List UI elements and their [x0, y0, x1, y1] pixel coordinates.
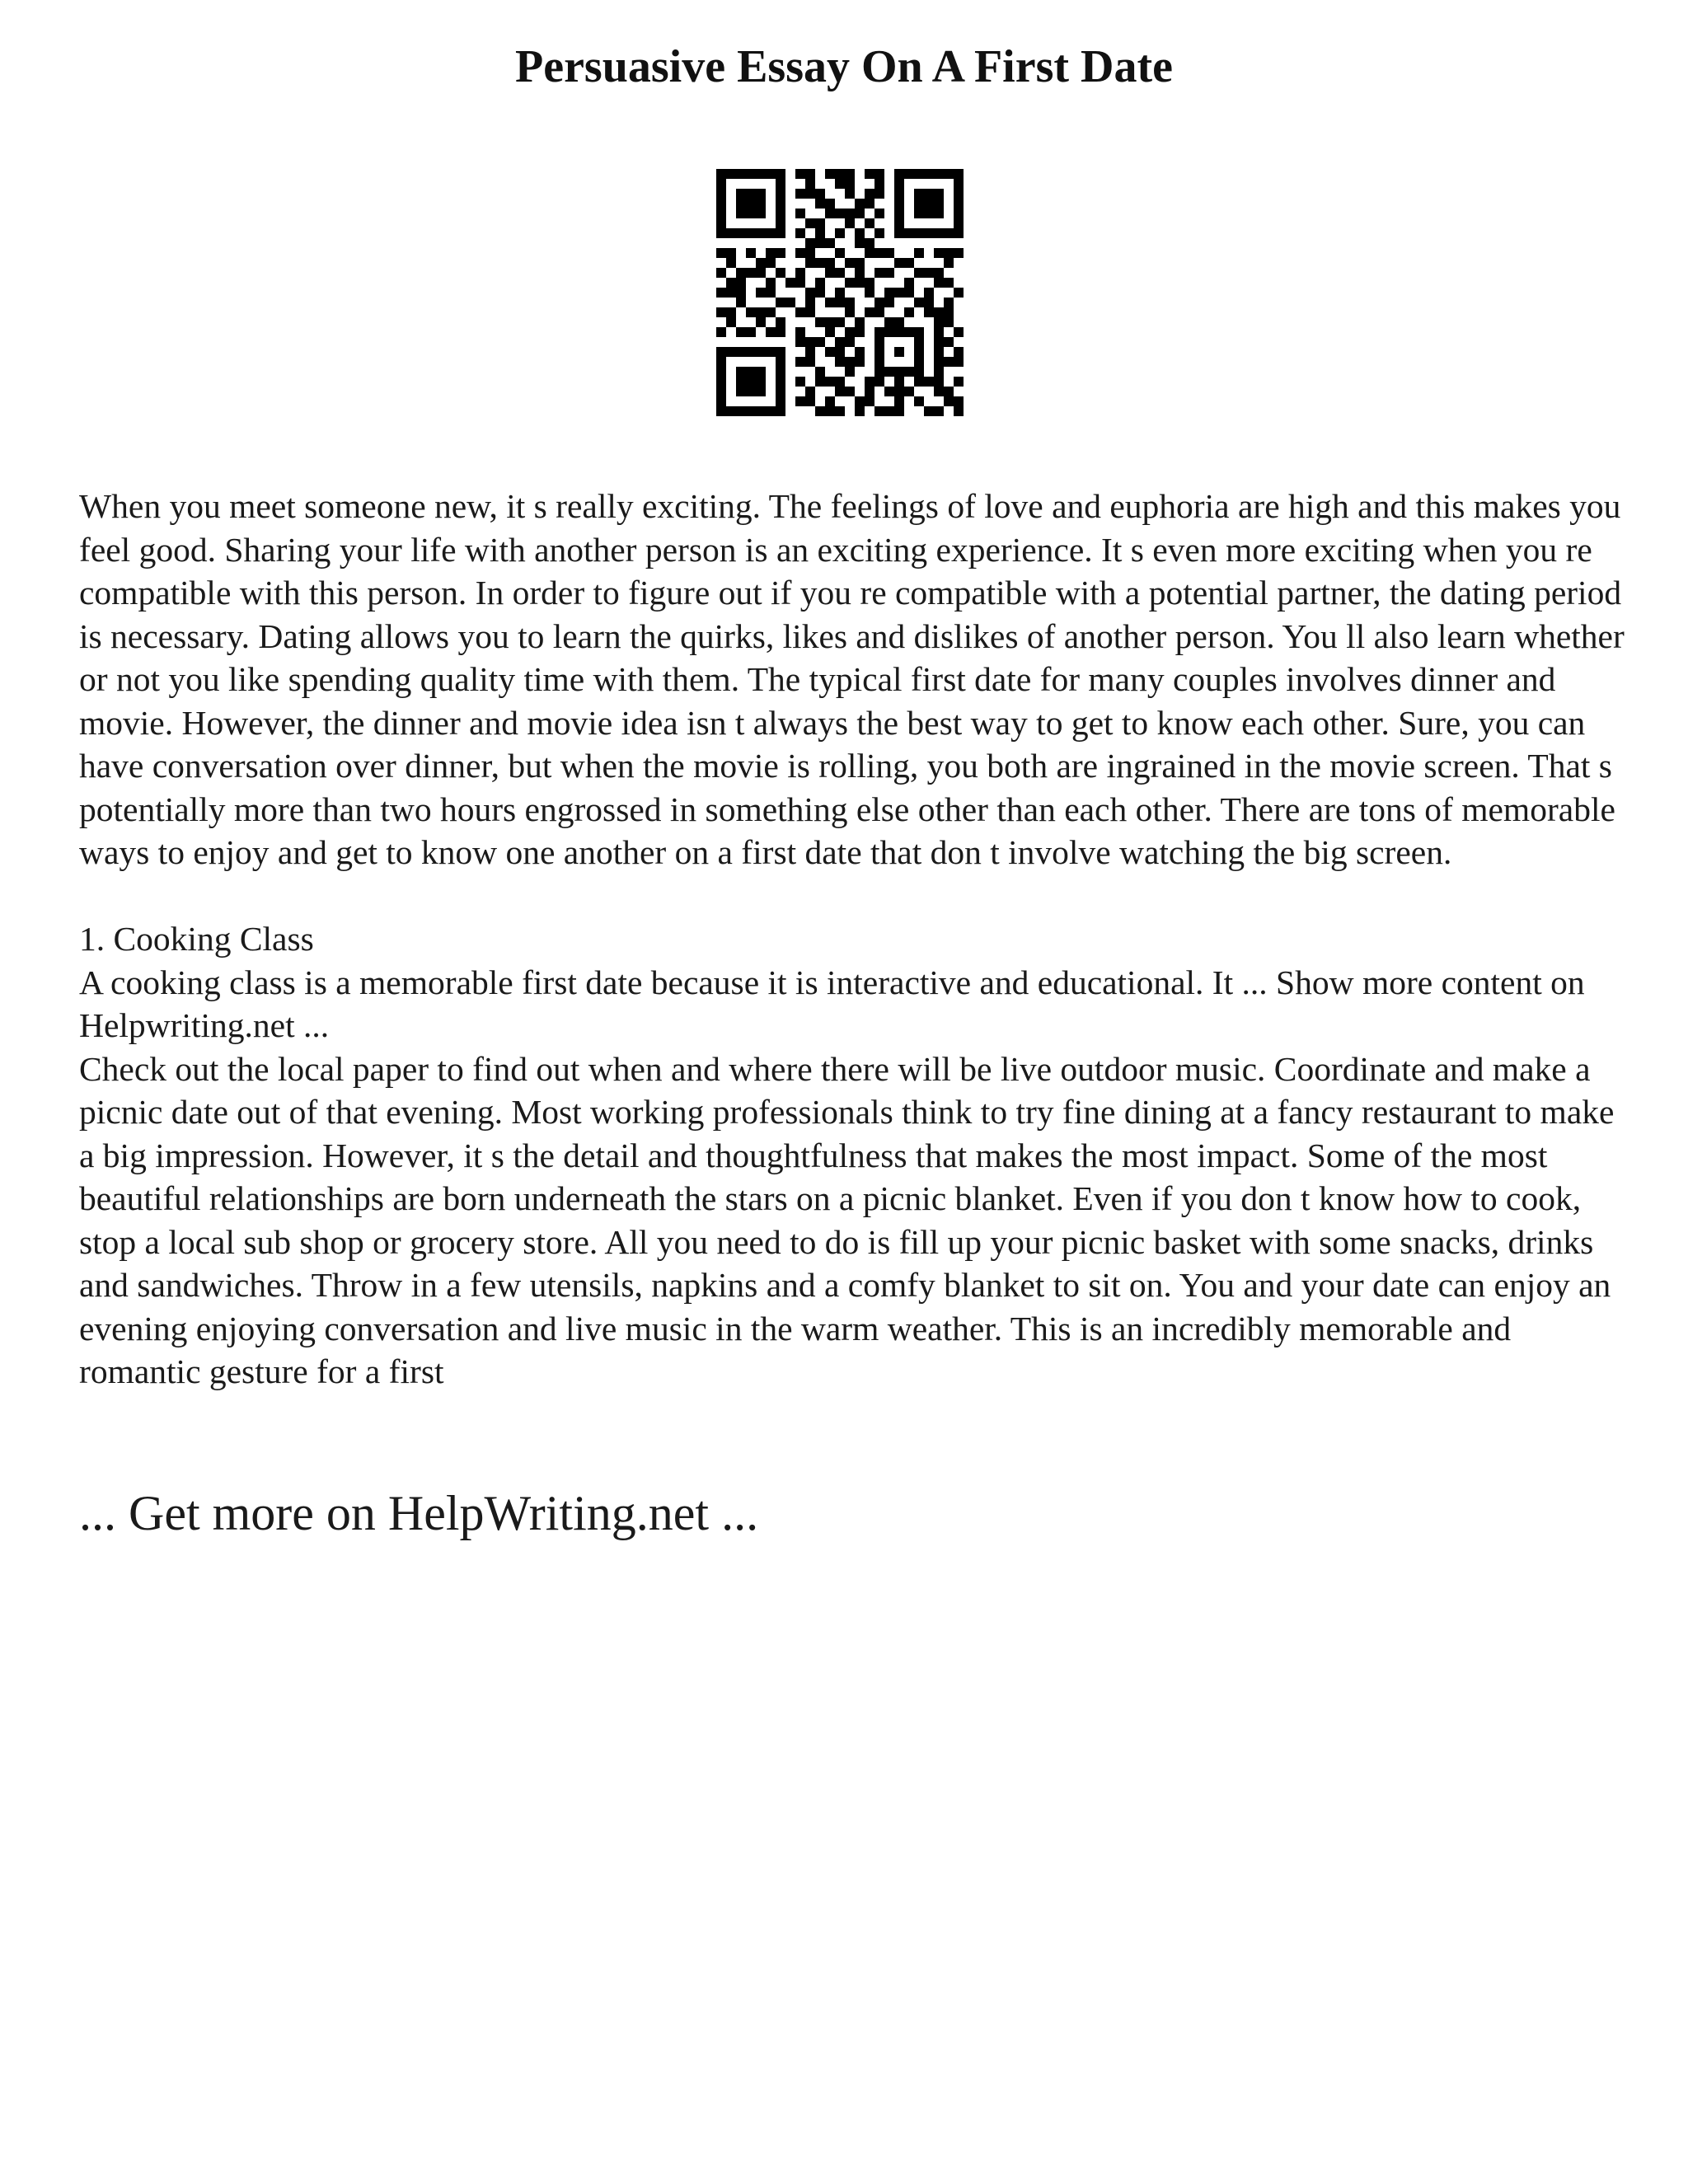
get-more-link[interactable]: ... Get more on HelpWriting.net ...	[79, 1486, 759, 1540]
page-title: Persuasive Essay On A First Date	[515, 41, 1173, 92]
cooking-paragraph: A cooking class is a memorable first date because it is interactive and educational. It ... Show more content on Helpwriting.net ...	[79, 963, 1585, 1044]
intro-paragraph: When you meet someone new, it s really exciting. The feelings of love and euphoria are high and this makes you feel good. Sharing your life with another person is an exciting experience. It s even more exciting when you re compatible with this person. In order to figure out if you re compatible with a potential partner, the dating period is necessary. Dating allows you to learn the quirks, likes and dislikes of another person. You ll also learn whether or not you like spending quality time with them. The typical first date for many couples involves dinner and movie. However, the dinner and movie idea isn t always the best way to get to know each other. Sure, you can have conversation over dinner, but when the movie is rolling, you both are ingrained in the movie screen. That s potentially more than two hours engrossed in something else other than each other. There are tons of memorable ways to enjoy and get to know one another on a first date that don t involve watching the big screen.	[79, 487, 1625, 871]
essay-body	[79, 485, 1629, 1394]
paragraph-spacer	[79, 874, 1629, 918]
qr-code-icon[interactable]	[716, 169, 964, 416]
picnic-paragraph: Check out the local paper to find out when and where there will be live outdoor music. Coordinate and make a picnic date out of that evening. Most working professionals think to try fine dining at a fancy restaurant to make a big impression. However, it s the detail and thoughtfulness that makes the most impact. Some of the most beautiful relationships are born underneath the stars on a picnic blanket. Even if you don t know how to cook, stop a local sub shop or grocery store. All you need to do is fill up your picnic basket with some snacks, drinks and sandwiches. Throw in a few utensils, napkins and a comfy blanket to sit on. You and your date can enjoy an evening enjoying conversation and live music in the warm weather. This is an incredibly memorable and romantic gesture for a first	[79, 1049, 1615, 1390]
qr-code-graphic	[716, 169, 964, 416]
list-heading: 1. Cooking Class	[79, 920, 314, 958]
